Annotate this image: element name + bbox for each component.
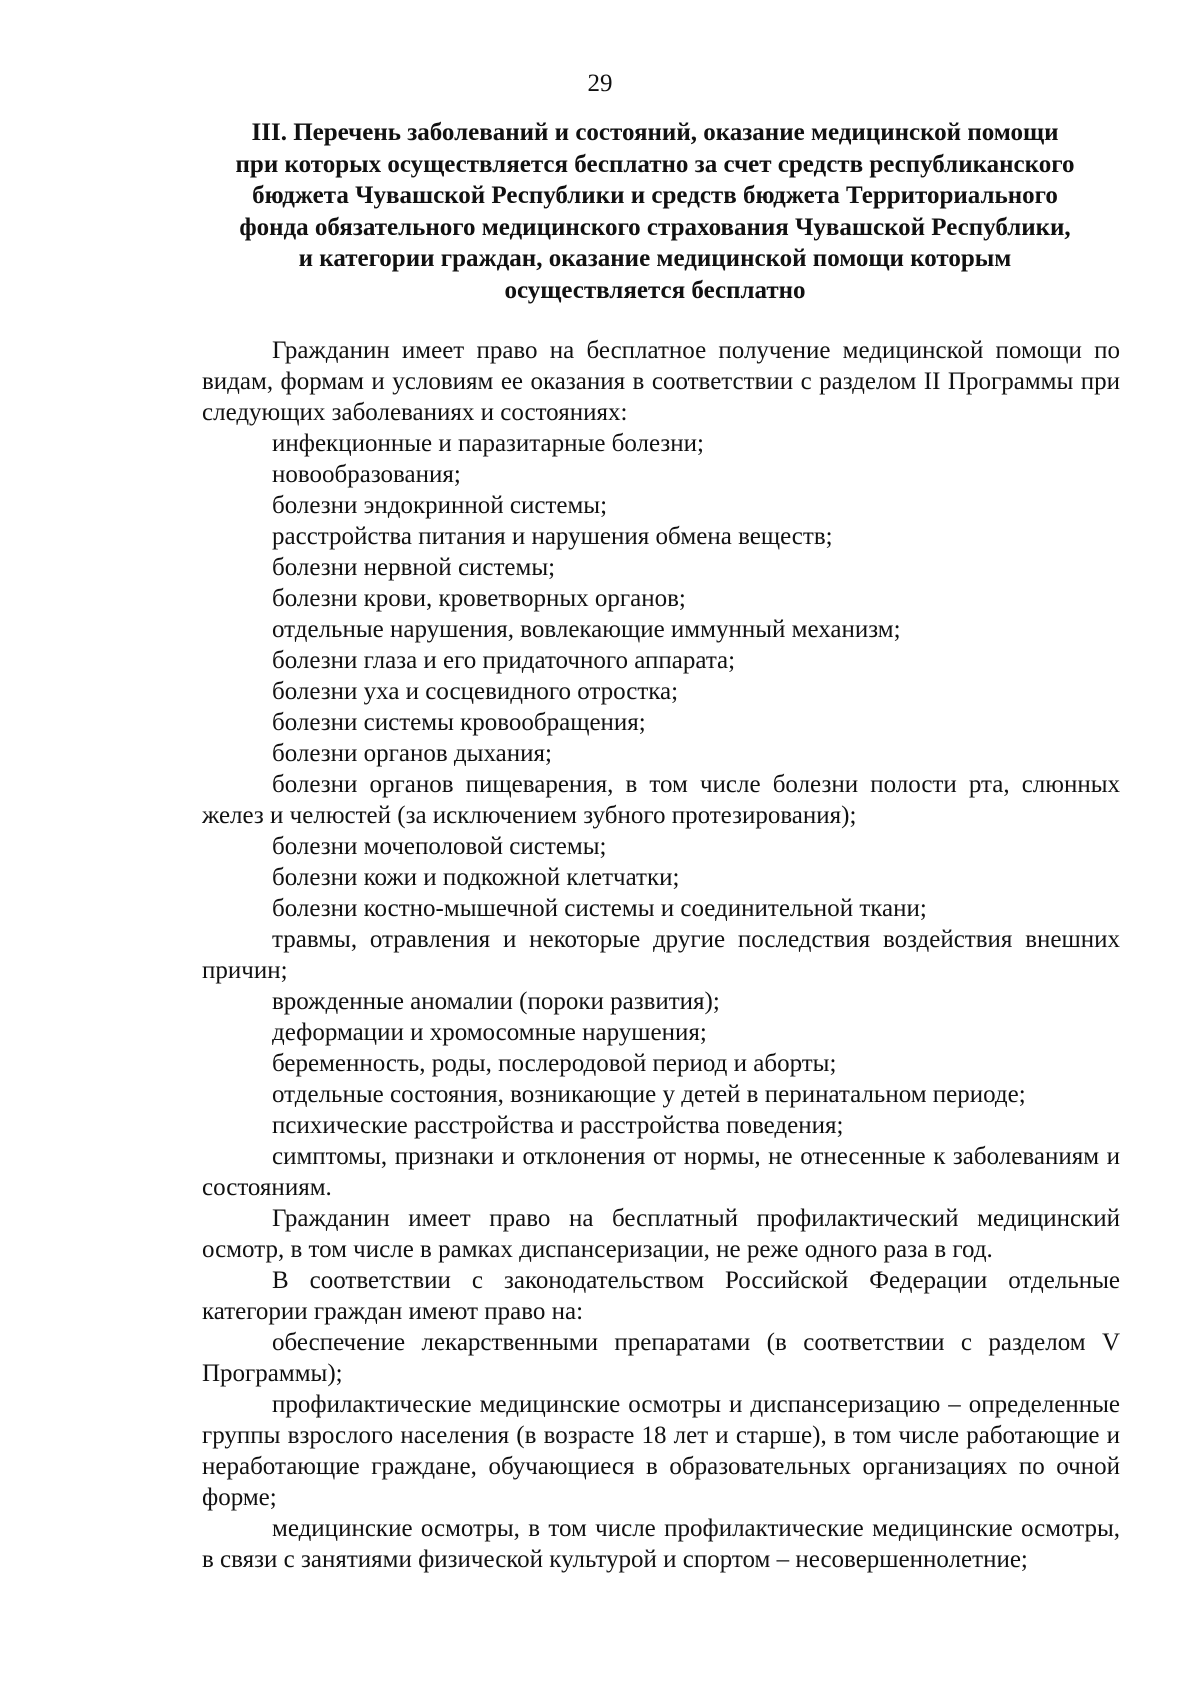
disease-list-item: болезни кожи и подкожной клетчатки; [272, 864, 680, 891]
disease-list-item: болезни уха и сосцевидного отростка; [272, 678, 679, 705]
section-title-line: III. Перечень заболеваний и состояний, оказание медицинской помощи [251, 119, 1059, 146]
section-title-line: и категории граждан, оказание медицинской помощи которым [298, 245, 1012, 272]
body-paragraph: В соответствии с законодательством Российской Федерации отдельные категории граждан имеют право на: [202, 1267, 1120, 1325]
disease-list-item: болезни системы кровообращения; [272, 709, 646, 736]
disease-list-item: расстройства питания и нарушения обмена веществ; [272, 523, 833, 550]
disease-list-item: болезни органов дыхания; [272, 740, 552, 767]
section-title-line: при которых осуществляется бесплатно за счет средств республиканского [235, 150, 1075, 178]
section-title-line: фонда обязательного медицинского страхования Чувашской Республики, [239, 213, 1071, 241]
disease-list-item: болезни нервной системы; [272, 554, 556, 581]
category-list-item: профилактические медицинские осмотры и диспансеризацию – определенные группы взрослого населения (в возрасте 18 лет и старше), в том числе работающие и неработающие граждане, обучающиеся в образовательных организациях по очной форме; [202, 1391, 1120, 1511]
disease-list-item: новообразования; [272, 461, 461, 488]
disease-list-item: деформации и хромосомные нарушения; [272, 1019, 707, 1046]
disease-list-item: болезни крови, кроветворных органов; [272, 585, 686, 612]
disease-list-item: травмы, отравления и некоторые другие последствия воздействия внешних причин; [202, 926, 1120, 984]
disease-list-item: беременность, роды, послеродовой период и аборты; [272, 1050, 837, 1077]
disease-list-item: болезни глаза и его придаточного аппарата; [272, 647, 736, 674]
section-title-line: осуществляется бесплатно [504, 276, 806, 304]
intro-paragraph: Гражданин имеет право на бесплатное получение медицинской помощи по видам, формам и условиям ее оказания в соответствии с разделом II Программы при следующих заболеваниях и состояниях: [202, 337, 1120, 426]
disease-list-item: болезни костно-мышечной системы и соединительной ткани; [272, 895, 927, 922]
page-number: 29 [587, 70, 613, 97]
disease-list-item: инфекционные и паразитарные болезни; [272, 430, 705, 457]
document-body [202, 335, 1120, 1575]
body-paragraph: Гражданин имеет право на бесплатный профилактический медицинский осмотр, в том числе в рамках диспансеризации, не реже одного раза в год. [202, 1205, 1120, 1263]
disease-list-item: симптомы, признаки и отклонения от нормы, не отнесенные к заболеваниям и состояниям. [202, 1143, 1120, 1201]
disease-list-item: психические расстройства и расстройства поведения; [272, 1112, 844, 1139]
disease-list-item: отдельные нарушения, вовлекающие иммунный механизм; [272, 616, 901, 643]
category-list-item: медицинские осмотры, в том числе профилактические медицинские осмотры, в связи с занятиями физической культурой и спортом – несовершеннолетние; [202, 1515, 1120, 1573]
disease-list-item: врожденные аномалии (пороки развития); [272, 988, 720, 1015]
disease-list-item: болезни органов пищеварения, в том числе болезни полости рта, слюнных желез и челюстей (за исключением зубного протезирования); [202, 771, 1120, 829]
section-title [190, 117, 1120, 306]
disease-list-item: отдельные состояния, возникающие у детей в перинатальном периоде; [272, 1081, 1026, 1108]
category-list-item: обеспечение лекарственными препаратами (в соответствии с разделом V Программы); [202, 1329, 1120, 1387]
disease-list-item: болезни мочеполовой системы; [272, 833, 607, 860]
section-title-line: бюджета Чувашской Республики и средств бюджета Территориального [252, 182, 1058, 209]
disease-list-item: болезни эндокринной системы; [272, 492, 608, 519]
